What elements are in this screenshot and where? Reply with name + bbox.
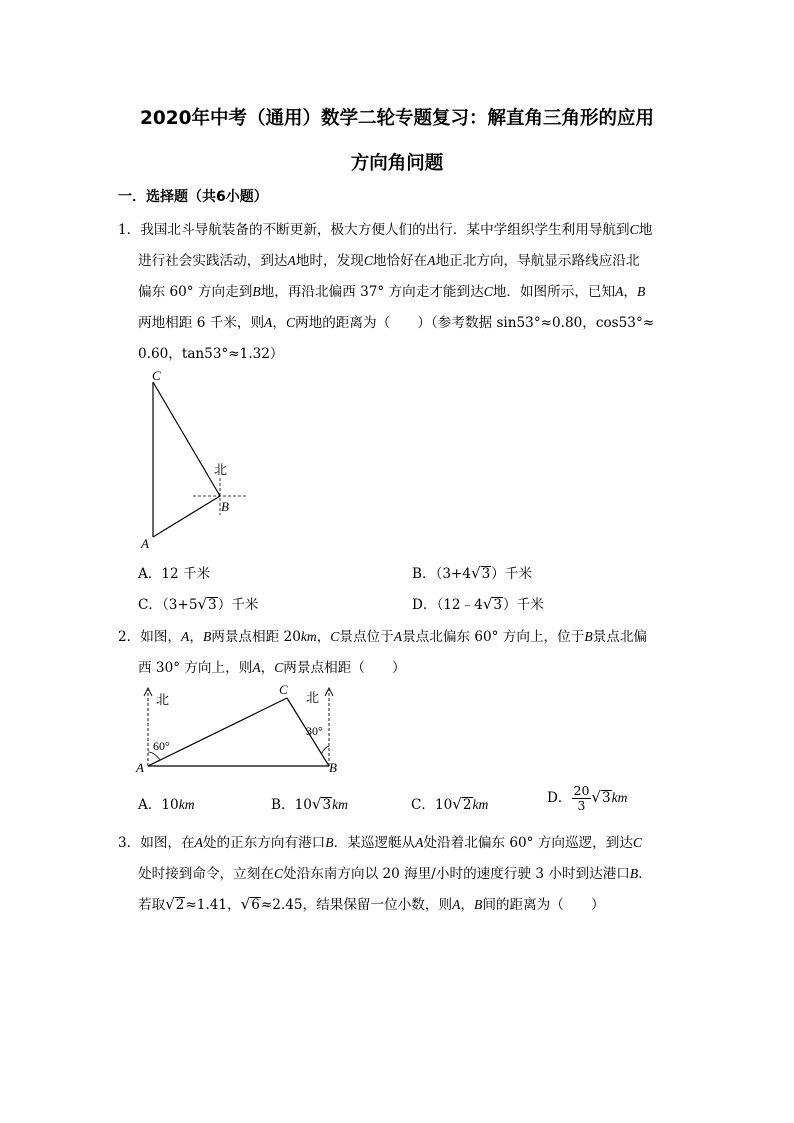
q2-line1: 2．如图，A，B两景点相距 20km，C景点位于A景点北偏东 60° 方向上，位于B景点北偏 — [118, 629, 648, 645]
sqrt-symbol: √2 — [165, 895, 185, 913]
q2-line2: 西 30° 方向上，则A，C两景点相距（ ） — [138, 660, 406, 676]
q1-option-a[interactable]: A．12 千米 — [138, 566, 211, 582]
q2-label-angle30: 30° — [306, 724, 323, 738]
q1-label-north: 北 — [214, 462, 228, 477]
sqrt-symbol: √3 — [591, 788, 611, 806]
q1-option-c[interactable]: C．（3+5√3）千米 — [138, 595, 259, 613]
q3-line3: 若取√2≈1.41，√6≈2.45，结果保留一位小数，则A，B间的距离为（ ） — [138, 895, 605, 913]
q2-side-ac — [148, 698, 287, 766]
q2-angle-arc-a — [148, 752, 160, 760]
sqrt-symbol: √3 — [311, 795, 332, 813]
q1-side-ab — [153, 496, 220, 537]
document-subtitle: 方向角问题 — [350, 153, 444, 174]
q1-line1: 1．我国北斗导航装备的不断更新，极大方便人们的出行．某中学组织学生利用导航到C地 — [118, 222, 653, 238]
q1-label-c: C — [152, 368, 161, 383]
sqrt-symbol: √3 — [482, 595, 503, 613]
q2-label-angle60: 60° — [153, 739, 170, 753]
sqrt-symbol: √3 — [471, 564, 491, 582]
q1-line4: 两地相距 6 千米，则A，C两地的距离为（ ）（参考数据 sin53°≈0.80，cos53°≈ — [138, 315, 655, 331]
sqrt-symbol: √2 — [452, 795, 472, 813]
q3-line1: 3．如图，在A处的正东方向有港口B．某巡逻艇从A处沿着北偏东 60° 方向巡逻，到达C — [118, 835, 643, 851]
q1-figure — [138, 365, 253, 555]
q2-label-c: C — [279, 682, 288, 697]
q1-line3: 偏东 60° 方向走到B地，再沿北偏西 37° 方向走才能到达C地．如图所示，已知A，B — [138, 284, 646, 300]
q2-label-north2: 北 — [306, 690, 320, 705]
q2-option-c[interactable]: C．10√2km — [411, 795, 489, 813]
q3-line2: 处时接到命令，立刻在C处沿东南方向以 20 海里/小时的速度行驶 3 小时到达港口B． — [138, 866, 652, 882]
q1-option-b[interactable]: B．（3+4√3）千米 — [412, 564, 533, 582]
q1-option-d[interactable]: D．（12﹣4√3）千米 — [412, 595, 544, 613]
q2-option-b[interactable]: B．10√3km — [271, 795, 348, 813]
q2-label-north1: 北 — [156, 692, 170, 707]
q2-label-b: B — [329, 760, 337, 775]
q2-option-d[interactable]: D． $\frac{20}{3}$ √3km — [547, 783, 628, 813]
q1-label-b: B — [221, 499, 229, 514]
q1-label-a: A — [141, 536, 149, 551]
q1-line5: 0.60，tan53°≈1.32） — [138, 346, 284, 362]
q2-option-a[interactable]: A．10km — [138, 797, 195, 813]
q2-label-a: A — [136, 760, 144, 775]
q1-side-cb — [153, 382, 220, 496]
q2-angle-arc-b — [322, 746, 329, 753]
q1-line2: 进行社会实践活动，到达A地时，发现C地恰好在A地正北方向，导航显示路线应沿北 — [138, 253, 640, 269]
document-title: 2020年中考（通用）数学二轮专题复习：解直角三角形的应用 — [140, 108, 654, 129]
section-heading: 一．选择题（共6小题） — [118, 189, 268, 205]
sqrt-symbol: √3 — [197, 595, 217, 613]
q2-figure — [134, 680, 354, 775]
sqrt-symbol: √6 — [240, 895, 260, 913]
fraction: $\frac{20}{3}$ — [573, 783, 590, 813]
